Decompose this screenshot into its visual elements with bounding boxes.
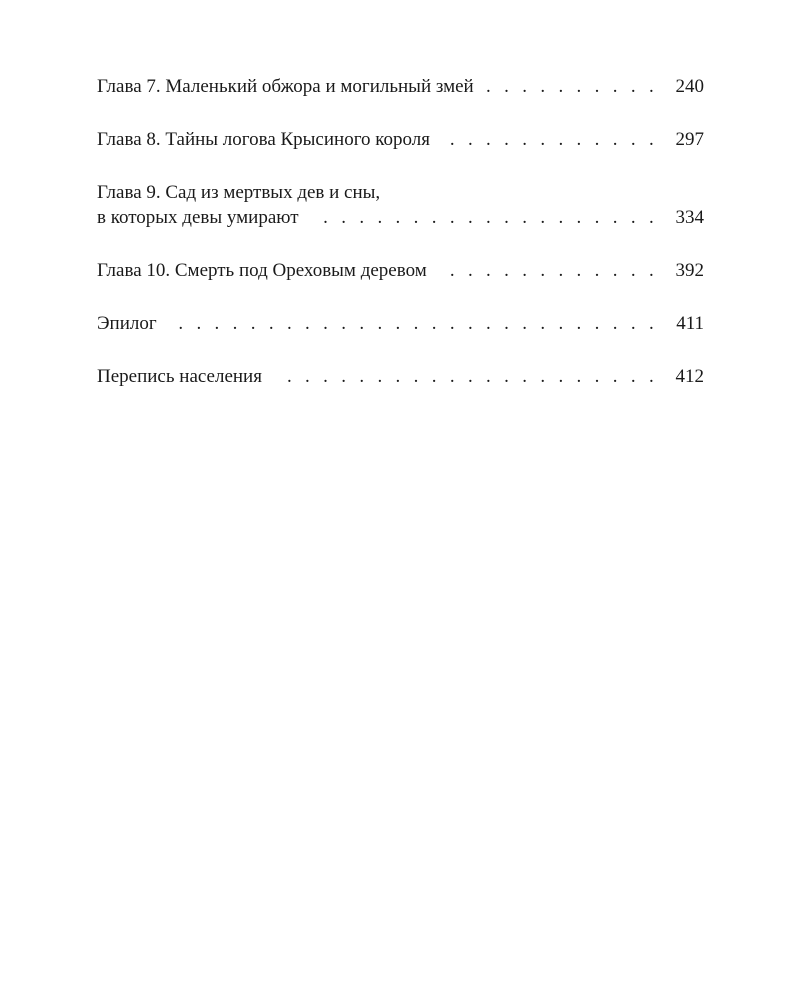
toc-entry-title: Глава 9. Сад из мертвых дев и сны, bbox=[97, 182, 381, 203]
toc-line bbox=[97, 364, 704, 389]
toc-entry-title: Эпилог bbox=[97, 313, 157, 334]
toc-dot-leader bbox=[169, 311, 658, 336]
table-of-contents bbox=[97, 74, 704, 417]
toc-entry-chapter-8 bbox=[97, 127, 704, 152]
toc-dot-leader bbox=[439, 258, 658, 283]
toc-line bbox=[97, 205, 704, 230]
toc-dot-leader bbox=[274, 364, 658, 389]
toc-line bbox=[97, 127, 704, 152]
toc-entry-title: Перепись населения bbox=[97, 366, 262, 387]
toc-entry-census bbox=[97, 364, 704, 389]
toc-line bbox=[97, 180, 704, 205]
toc-entry-title: Глава 8. Тайны логова Крысиного короля bbox=[97, 129, 431, 150]
toc-entry-chapter-7 bbox=[97, 74, 704, 99]
toc-entry-title: Глава 7. Маленький обжора и могильный змей bbox=[97, 76, 474, 97]
toc-entry-epilogue bbox=[97, 311, 704, 336]
toc-dot-leader bbox=[311, 205, 658, 230]
toc-entry-title: Глава 10. Смерть под Ореховым деревом bbox=[97, 260, 427, 281]
toc-line bbox=[97, 258, 704, 283]
toc-entry-chapter-9 bbox=[97, 180, 704, 230]
toc-entry-chapter-10 bbox=[97, 258, 704, 283]
toc-page-number: 392 bbox=[675, 260, 704, 281]
toc-dot-leader bbox=[486, 74, 658, 99]
toc-line bbox=[97, 74, 704, 99]
toc-page-number: 240 bbox=[675, 76, 704, 97]
toc-dot-leader bbox=[442, 127, 658, 152]
toc-entry-title-continuation: в которых девы умирают bbox=[97, 207, 299, 228]
toc-page-number: 411 bbox=[676, 313, 704, 334]
toc-page-number: 412 bbox=[675, 366, 704, 387]
toc-page-number: 297 bbox=[675, 129, 704, 150]
toc-line bbox=[97, 311, 704, 336]
toc-page-number: 334 bbox=[675, 207, 704, 228]
